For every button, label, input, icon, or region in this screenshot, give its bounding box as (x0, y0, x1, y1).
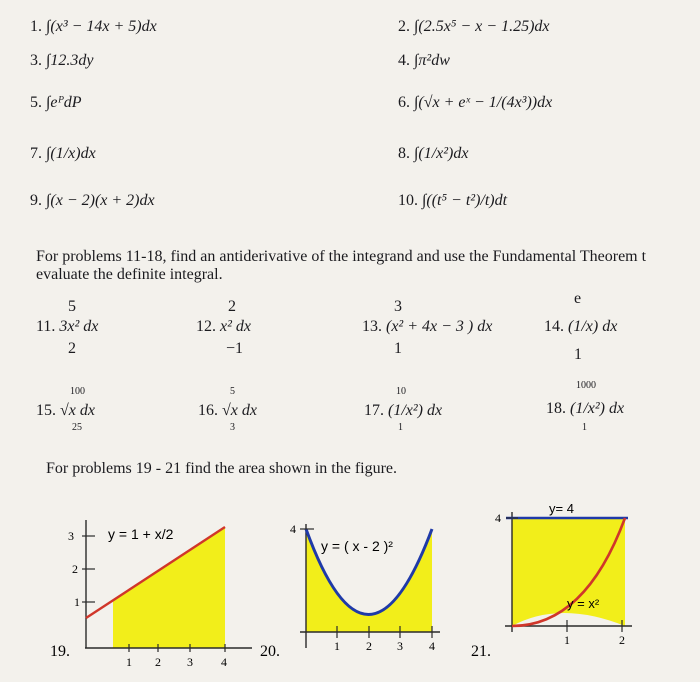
problem-18-upper: 1000 (576, 380, 596, 391)
figure-19-curve-label: y = 1 + x/2 (108, 526, 174, 542)
problem-expression: ∫((t⁵ − t²)/t)dt (422, 192, 508, 209)
problem-integrand: 3x² dx (59, 318, 99, 335)
problem-number: 10. (398, 192, 418, 209)
problem-15-upper: 100 (70, 386, 85, 397)
problem-12-lower: −1 (226, 340, 244, 357)
problem-number: 8. (398, 145, 410, 162)
problem-expression: ∫π²dw (414, 52, 450, 69)
figure-20-xtick-label: 4 (429, 639, 435, 653)
problem-integrand: (x² + 4x − 3 ) dx (386, 318, 493, 335)
problem-expression: ∫(x − 2)(x + 2)dx (46, 192, 155, 209)
problem-number: 5. (30, 94, 42, 111)
problem-integrand: √x dx (222, 402, 257, 419)
problem-number: 18. (546, 400, 566, 417)
problem-12-upper: 2 (228, 298, 236, 315)
problem-number: 17. (364, 402, 384, 419)
problem-number: 11. (36, 318, 56, 335)
figure-20-number: 20. (260, 643, 280, 660)
figure-19-ytick-label: 1 (74, 595, 80, 609)
problem-expression: ∫eᴾdP (46, 94, 82, 111)
problem-15-lower: 25 (72, 422, 82, 433)
problem-number: 4. (398, 52, 410, 69)
figure-21 (471, 501, 632, 660)
problem-expression: ∫(√x + eˣ − 1/(4x³))dx (414, 94, 553, 111)
problem-number: 13. (362, 318, 382, 335)
instructions-definite-line2: evaluate the definite integral. (36, 266, 223, 283)
figure-19-ytick-label: 3 (68, 529, 74, 543)
problem-integrand: (1/x²) dx (388, 402, 443, 419)
figure-19-xtick-label: 4 (221, 655, 227, 669)
problem-expression: ∫(2.5x⁵ − x − 1.25)dx (414, 18, 550, 35)
figure-19-xtick-label: 2 (155, 655, 161, 669)
problem-number: 1. (30, 18, 42, 35)
problem-number: 9. (30, 192, 42, 209)
figure-21-xtick-label: 2 (619, 633, 625, 647)
problem-11-lower: 2 (68, 340, 76, 357)
problem-expression: ∫(1/x²)dx (414, 145, 469, 162)
instructions-definite: For problems 11-18, find an antiderivative of the integrand and use the Fundamental Theorem t (36, 248, 647, 265)
figure-20 (260, 522, 440, 660)
problem-integrand: (1/x) dx (568, 318, 618, 335)
problem-integrand: x² dx (220, 318, 251, 335)
problem-number: 2. (398, 18, 410, 35)
figure-21-ytick-label: 4 (495, 511, 501, 525)
problem-17-upper: 10 (396, 386, 406, 397)
problem-14-lower: 1 (574, 346, 582, 363)
problem-expression: ∫(x³ − 14x + 5)dx (46, 18, 157, 35)
problem-number: 7. (30, 145, 42, 162)
problem-number: 6. (398, 94, 410, 111)
figure-19 (50, 520, 252, 669)
problem-17-lower: 1 (398, 422, 403, 433)
problem-expression: ∫(1/x)dx (46, 145, 96, 162)
figure-19-ytick-label: 2 (72, 562, 78, 576)
problem-14-upper: e (574, 290, 582, 307)
problem-number: 12. (196, 318, 216, 335)
problem-number: 14. (544, 318, 564, 335)
problem-13-upper: 3 (394, 298, 402, 315)
problem-16-lower: 3 (230, 422, 235, 433)
figure-19-shaded-region (113, 527, 225, 648)
problem-expression: ∫12.3dy (46, 52, 94, 69)
problem-18-lower: 1 (582, 422, 587, 433)
figure-20-curve-label: y = ( x - 2 )² (321, 538, 393, 554)
figure-21-xtick-label: 1 (564, 633, 570, 647)
figure-20-xtick-label: 3 (397, 639, 403, 653)
problem-13-lower: 1 (394, 340, 402, 357)
figure-19-number: 19. (50, 643, 70, 660)
figure-20-xtick-label: 2 (366, 639, 372, 653)
problem-number: 3. (30, 52, 42, 69)
figure-19-xtick-label: 1 (126, 655, 132, 669)
figure-21-curve-label: y = x² (567, 596, 600, 611)
problem-11-upper: 5 (68, 298, 76, 315)
problem-integrand: √x dx (60, 402, 95, 419)
figure-20-ytick-label: 4 (290, 522, 296, 536)
figure-21-number: 21. (471, 643, 491, 660)
problem-16-upper: 5 (230, 386, 235, 397)
instructions-area: For problems 19 - 21 find the area shown in the figure. (46, 460, 398, 477)
figure-19-xtick-label: 3 (187, 655, 193, 669)
problem-integrand: (1/x²) dx (570, 400, 625, 417)
figure-20-xtick-label: 1 (334, 639, 340, 653)
problem-number: 15. (36, 402, 56, 419)
figure-21-line-label: y= 4 (549, 501, 574, 516)
problem-number: 16. (198, 402, 218, 419)
